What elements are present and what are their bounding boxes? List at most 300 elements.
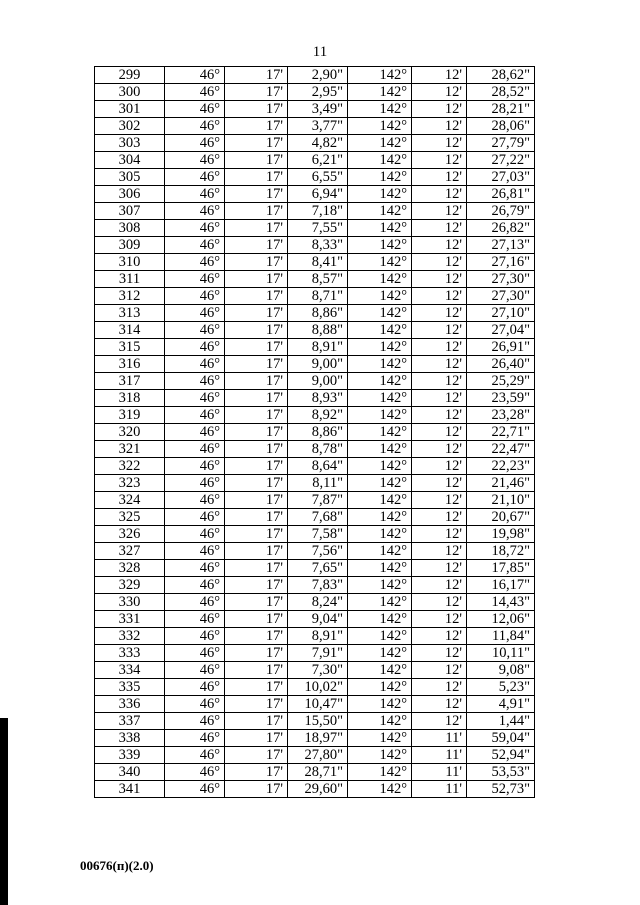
table-row [95, 662, 535, 679]
cell-lon-degrees: 142° [348, 679, 412, 696]
cell-lon-degrees: 142° [348, 271, 412, 288]
cell-lon-degrees: 142° [348, 577, 412, 594]
cell-lat-seconds: 27,80" [288, 747, 348, 764]
cell-point-number: 335 [95, 679, 165, 696]
cell-lon-seconds: 27,16" [467, 254, 535, 271]
cell-lon-seconds: 23,59" [467, 390, 535, 407]
cell-lon-seconds: 52,73" [467, 781, 535, 798]
cell-point-number: 303 [95, 135, 165, 152]
cell-lat-minutes: 17' [225, 526, 288, 543]
table-row [95, 322, 535, 339]
cell-lat-seconds: 2,95" [288, 84, 348, 101]
cell-lat-minutes: 17' [225, 288, 288, 305]
cell-lon-seconds: 25,29" [467, 373, 535, 390]
cell-lat-minutes: 17' [225, 305, 288, 322]
cell-lon-degrees: 142° [348, 101, 412, 118]
cell-lon-degrees: 142° [348, 237, 412, 254]
table-row [95, 101, 535, 118]
cell-lon-degrees: 142° [348, 288, 412, 305]
cell-lon-degrees: 142° [348, 594, 412, 611]
cell-lon-degrees: 142° [348, 560, 412, 577]
cell-lon-seconds: 11,84" [467, 628, 535, 645]
cell-lat-degrees: 46° [165, 730, 225, 747]
cell-lon-minutes: 12' [412, 628, 467, 645]
cell-lat-minutes: 17' [225, 407, 288, 424]
cell-lat-minutes: 17' [225, 543, 288, 560]
cell-lat-degrees: 46° [165, 628, 225, 645]
cell-lat-minutes: 17' [225, 645, 288, 662]
table-row [95, 679, 535, 696]
cell-lat-minutes: 17' [225, 713, 288, 730]
cell-lat-minutes: 17' [225, 169, 288, 186]
cell-lat-seconds: 7,56" [288, 543, 348, 560]
table-row [95, 424, 535, 441]
cell-lat-minutes: 17' [225, 730, 288, 747]
cell-lon-minutes: 12' [412, 135, 467, 152]
cell-lat-minutes: 17' [225, 271, 288, 288]
cell-lat-minutes: 17' [225, 203, 288, 220]
cell-point-number: 327 [95, 543, 165, 560]
cell-lat-degrees: 46° [165, 577, 225, 594]
cell-lat-seconds: 9,00" [288, 356, 348, 373]
table-row [95, 509, 535, 526]
cell-lat-seconds: 7,18" [288, 203, 348, 220]
cell-point-number: 300 [95, 84, 165, 101]
cell-lat-minutes: 17' [225, 764, 288, 781]
cell-lat-seconds: 8,78" [288, 441, 348, 458]
cell-point-number: 328 [95, 560, 165, 577]
cell-lat-seconds: 8,57" [288, 271, 348, 288]
cell-lat-minutes: 17' [225, 679, 288, 696]
cell-lon-seconds: 26,91" [467, 339, 535, 356]
cell-lon-minutes: 12' [412, 679, 467, 696]
cell-point-number: 332 [95, 628, 165, 645]
cell-lat-seconds: 3,77" [288, 118, 348, 135]
cell-lat-degrees: 46° [165, 679, 225, 696]
cell-lat-minutes: 17' [225, 135, 288, 152]
cell-lon-degrees: 142° [348, 373, 412, 390]
cell-lat-minutes: 17' [225, 628, 288, 645]
cell-lon-minutes: 12' [412, 577, 467, 594]
cell-lat-degrees: 46° [165, 271, 225, 288]
cell-lat-degrees: 46° [165, 220, 225, 237]
table-row [95, 645, 535, 662]
cell-lon-degrees: 142° [348, 186, 412, 203]
table-row [95, 628, 535, 645]
cell-lat-degrees: 46° [165, 662, 225, 679]
cell-lon-minutes: 12' [412, 339, 467, 356]
cell-lon-degrees: 142° [348, 611, 412, 628]
cell-lat-seconds: 8,91" [288, 339, 348, 356]
cell-point-number: 319 [95, 407, 165, 424]
cell-lat-seconds: 10,02" [288, 679, 348, 696]
cell-lat-degrees: 46° [165, 458, 225, 475]
cell-lat-minutes: 17' [225, 662, 288, 679]
cell-lat-degrees: 46° [165, 526, 225, 543]
cell-point-number: 320 [95, 424, 165, 441]
table-row [95, 696, 535, 713]
cell-lon-seconds: 1,44" [467, 713, 535, 730]
cell-lat-degrees: 46° [165, 611, 225, 628]
cell-lat-degrees: 46° [165, 594, 225, 611]
cell-lat-seconds: 6,21" [288, 152, 348, 169]
cell-lat-seconds: 9,00" [288, 373, 348, 390]
cell-lon-seconds: 20,67" [467, 509, 535, 526]
cell-lon-seconds: 28,52" [467, 84, 535, 101]
cell-lat-degrees: 46° [165, 407, 225, 424]
cell-lat-seconds: 7,65" [288, 560, 348, 577]
cell-point-number: 305 [95, 169, 165, 186]
cell-lat-degrees: 46° [165, 152, 225, 169]
cell-point-number: 341 [95, 781, 165, 798]
cell-lon-degrees: 142° [348, 713, 412, 730]
cell-lon-seconds: 19,98" [467, 526, 535, 543]
table-row [95, 237, 535, 254]
cell-point-number: 323 [95, 475, 165, 492]
cell-lat-degrees: 46° [165, 135, 225, 152]
cell-lon-degrees: 142° [348, 84, 412, 101]
cell-lat-minutes: 17' [225, 254, 288, 271]
cell-lon-minutes: 11' [412, 764, 467, 781]
cell-lon-seconds: 27,22" [467, 152, 535, 169]
cell-lat-seconds: 15,50" [288, 713, 348, 730]
cell-point-number: 338 [95, 730, 165, 747]
cell-lat-seconds: 29,60" [288, 781, 348, 798]
table-row [95, 407, 535, 424]
cell-lon-degrees: 142° [348, 390, 412, 407]
cell-lon-minutes: 12' [412, 84, 467, 101]
cell-lat-seconds: 8,11" [288, 475, 348, 492]
cell-lat-seconds: 10,47" [288, 696, 348, 713]
table-row [95, 492, 535, 509]
table-row [95, 543, 535, 560]
table-row [95, 271, 535, 288]
cell-point-number: 339 [95, 747, 165, 764]
cell-lon-degrees: 142° [348, 169, 412, 186]
cell-lat-minutes: 17' [225, 747, 288, 764]
cell-lat-seconds: 8,93" [288, 390, 348, 407]
table-row [95, 441, 535, 458]
cell-point-number: 306 [95, 186, 165, 203]
cell-lat-degrees: 46° [165, 424, 225, 441]
table-row [95, 458, 535, 475]
cell-lon-minutes: 12' [412, 322, 467, 339]
cell-lon-minutes: 12' [412, 118, 467, 135]
cell-lat-seconds: 8,86" [288, 305, 348, 322]
cell-lat-minutes: 17' [225, 373, 288, 390]
cell-lat-degrees: 46° [165, 441, 225, 458]
cell-point-number: 336 [95, 696, 165, 713]
cell-lon-minutes: 12' [412, 662, 467, 679]
cell-lat-minutes: 17' [225, 152, 288, 169]
table-row [95, 169, 535, 186]
cell-lon-seconds: 27,03" [467, 169, 535, 186]
cell-lon-degrees: 142° [348, 526, 412, 543]
cell-lon-minutes: 12' [412, 458, 467, 475]
cell-lat-degrees: 46° [165, 492, 225, 509]
cell-lat-seconds: 7,87" [288, 492, 348, 509]
cell-lat-seconds: 7,30" [288, 662, 348, 679]
cell-point-number: 317 [95, 373, 165, 390]
cell-lon-degrees: 142° [348, 492, 412, 509]
cell-lat-seconds: 28,71" [288, 764, 348, 781]
cell-lat-seconds: 8,86" [288, 424, 348, 441]
page-number: 11 [312, 44, 328, 60]
cell-lon-minutes: 12' [412, 424, 467, 441]
cell-lat-minutes: 17' [225, 339, 288, 356]
cell-lon-seconds: 12,06" [467, 611, 535, 628]
table-row [95, 356, 535, 373]
cell-lon-minutes: 11' [412, 730, 467, 747]
cell-lon-minutes: 12' [412, 152, 467, 169]
cell-point-number: 312 [95, 288, 165, 305]
cell-lon-minutes: 12' [412, 696, 467, 713]
cell-lat-seconds: 7,83" [288, 577, 348, 594]
document-code: 00676(п)(2.0) [80, 858, 154, 873]
table-row [95, 288, 535, 305]
cell-lon-seconds: 26,79" [467, 203, 535, 220]
cell-lat-seconds: 8,64" [288, 458, 348, 475]
cell-lat-seconds: 7,55" [288, 220, 348, 237]
cell-point-number: 307 [95, 203, 165, 220]
cell-lon-degrees: 142° [348, 781, 412, 798]
cell-lon-degrees: 142° [348, 135, 412, 152]
cell-lon-degrees: 142° [348, 662, 412, 679]
cell-lon-minutes: 12' [412, 560, 467, 577]
cell-point-number: 325 [95, 509, 165, 526]
cell-lon-degrees: 142° [348, 424, 412, 441]
cell-lat-minutes: 17' [225, 390, 288, 407]
cell-lat-seconds: 3,49" [288, 101, 348, 118]
cell-point-number: 334 [95, 662, 165, 679]
table-row [95, 390, 535, 407]
cell-lon-minutes: 12' [412, 492, 467, 509]
cell-lat-minutes: 17' [225, 611, 288, 628]
cell-lat-minutes: 17' [225, 220, 288, 237]
cell-point-number: 310 [95, 254, 165, 271]
cell-lat-minutes: 17' [225, 84, 288, 101]
cell-lon-minutes: 12' [412, 645, 467, 662]
cell-lon-degrees: 142° [348, 339, 412, 356]
cell-lon-seconds: 14,43" [467, 594, 535, 611]
cell-point-number: 313 [95, 305, 165, 322]
cell-lat-degrees: 46° [165, 67, 225, 84]
cell-lat-degrees: 46° [165, 339, 225, 356]
cell-lon-seconds: 53,53" [467, 764, 535, 781]
cell-lon-degrees: 142° [348, 322, 412, 339]
cell-lat-degrees: 46° [165, 186, 225, 203]
cell-lat-degrees: 46° [165, 373, 225, 390]
table-row [95, 203, 535, 220]
cell-lat-minutes: 17' [225, 118, 288, 135]
cell-lat-degrees: 46° [165, 781, 225, 798]
cell-point-number: 315 [95, 339, 165, 356]
cell-lon-seconds: 27,13" [467, 237, 535, 254]
cell-lon-minutes: 12' [412, 101, 467, 118]
cell-lat-degrees: 46° [165, 254, 225, 271]
cell-lat-minutes: 17' [225, 594, 288, 611]
table-row [95, 747, 535, 764]
cell-point-number: 302 [95, 118, 165, 135]
cell-lat-minutes: 17' [225, 475, 288, 492]
cell-lat-degrees: 46° [165, 356, 225, 373]
cell-lat-seconds: 6,94" [288, 186, 348, 203]
cell-lat-minutes: 17' [225, 101, 288, 118]
cell-point-number: 322 [95, 458, 165, 475]
cell-lon-seconds: 27,10" [467, 305, 535, 322]
cell-point-number: 340 [95, 764, 165, 781]
cell-point-number: 331 [95, 611, 165, 628]
cell-lat-minutes: 17' [225, 322, 288, 339]
table-row [95, 305, 535, 322]
cell-lon-minutes: 12' [412, 713, 467, 730]
cell-lat-degrees: 46° [165, 560, 225, 577]
cell-lat-minutes: 17' [225, 424, 288, 441]
cell-lon-degrees: 142° [348, 764, 412, 781]
cell-lon-minutes: 12' [412, 373, 467, 390]
cell-lon-degrees: 142° [348, 458, 412, 475]
cell-lat-degrees: 46° [165, 169, 225, 186]
table-row [95, 730, 535, 747]
cell-lat-minutes: 17' [225, 781, 288, 798]
cell-lat-seconds: 7,68" [288, 509, 348, 526]
table-row [95, 560, 535, 577]
cell-lon-degrees: 142° [348, 152, 412, 169]
cell-lon-degrees: 142° [348, 696, 412, 713]
cell-lon-seconds: 52,94" [467, 747, 535, 764]
cell-lat-seconds: 7,58" [288, 526, 348, 543]
cell-lon-degrees: 142° [348, 543, 412, 560]
cell-lon-minutes: 12' [412, 169, 467, 186]
coordinates-table [94, 66, 535, 798]
table-row [95, 254, 535, 271]
table-row [95, 577, 535, 594]
cell-point-number: 299 [95, 67, 165, 84]
table-row [95, 713, 535, 730]
cell-lat-degrees: 46° [165, 84, 225, 101]
cell-point-number: 337 [95, 713, 165, 730]
cell-lon-minutes: 12' [412, 475, 467, 492]
table-row [95, 135, 535, 152]
cell-lon-minutes: 12' [412, 271, 467, 288]
cell-lon-seconds: 27,79" [467, 135, 535, 152]
cell-lon-minutes: 12' [412, 441, 467, 458]
cell-lon-minutes: 12' [412, 509, 467, 526]
table-row [95, 84, 535, 101]
cell-lon-seconds: 22,47" [467, 441, 535, 458]
cell-lon-minutes: 11' [412, 747, 467, 764]
cell-lon-degrees: 142° [348, 356, 412, 373]
cell-lon-degrees: 142° [348, 220, 412, 237]
table-row [95, 67, 535, 84]
cell-lat-degrees: 46° [165, 203, 225, 220]
cell-point-number: 308 [95, 220, 165, 237]
cell-lat-degrees: 46° [165, 645, 225, 662]
cell-point-number: 314 [95, 322, 165, 339]
cell-lon-degrees: 142° [348, 407, 412, 424]
cell-lat-minutes: 17' [225, 237, 288, 254]
cell-lon-seconds: 59,04" [467, 730, 535, 747]
cell-lat-degrees: 46° [165, 475, 225, 492]
cell-lat-degrees: 46° [165, 390, 225, 407]
cell-lon-seconds: 9,08" [467, 662, 535, 679]
cell-lon-degrees: 142° [348, 747, 412, 764]
cell-lat-minutes: 17' [225, 560, 288, 577]
cell-lat-degrees: 46° [165, 288, 225, 305]
cell-lon-seconds: 26,81" [467, 186, 535, 203]
table-row [95, 781, 535, 798]
cell-lon-seconds: 27,04" [467, 322, 535, 339]
cell-lon-seconds: 28,62" [467, 67, 535, 84]
table-row [95, 339, 535, 356]
cell-lon-minutes: 12' [412, 288, 467, 305]
cell-lon-degrees: 142° [348, 509, 412, 526]
cell-lon-minutes: 12' [412, 390, 467, 407]
cell-lat-degrees: 46° [165, 101, 225, 118]
cell-lat-degrees: 46° [165, 118, 225, 135]
cell-lat-seconds: 9,04" [288, 611, 348, 628]
table-row [95, 526, 535, 543]
cell-lon-minutes: 12' [412, 526, 467, 543]
cell-lon-minutes: 12' [412, 305, 467, 322]
cell-lon-seconds: 27,30" [467, 288, 535, 305]
cell-point-number: 326 [95, 526, 165, 543]
cell-lat-minutes: 17' [225, 509, 288, 526]
cell-lon-seconds: 22,71" [467, 424, 535, 441]
cell-lat-degrees: 46° [165, 764, 225, 781]
cell-lat-seconds: 8,92" [288, 407, 348, 424]
cell-lon-seconds: 26,40" [467, 356, 535, 373]
table-row [95, 764, 535, 781]
cell-lat-seconds: 6,55" [288, 169, 348, 186]
cell-lon-seconds: 22,23" [467, 458, 535, 475]
cell-lat-seconds: 8,88" [288, 322, 348, 339]
cell-point-number: 318 [95, 390, 165, 407]
cell-point-number: 309 [95, 237, 165, 254]
cell-point-number: 329 [95, 577, 165, 594]
cell-lon-degrees: 142° [348, 475, 412, 492]
cell-point-number: 304 [95, 152, 165, 169]
cell-lon-degrees: 142° [348, 628, 412, 645]
cell-lon-minutes: 12' [412, 594, 467, 611]
cell-lon-minutes: 12' [412, 543, 467, 560]
cell-lon-degrees: 142° [348, 730, 412, 747]
cell-lon-minutes: 12' [412, 67, 467, 84]
cell-lat-minutes: 17' [225, 186, 288, 203]
cell-lon-degrees: 142° [348, 305, 412, 322]
cell-lon-seconds: 21,46" [467, 475, 535, 492]
cell-lon-minutes: 12' [412, 611, 467, 628]
cell-lat-seconds: 8,71" [288, 288, 348, 305]
cell-lon-seconds: 18,72" [467, 543, 535, 560]
cell-lon-minutes: 12' [412, 203, 467, 220]
scan-edge-mark [0, 718, 8, 905]
cell-lon-minutes: 12' [412, 254, 467, 271]
cell-lat-degrees: 46° [165, 237, 225, 254]
cell-lat-minutes: 17' [225, 458, 288, 475]
cell-lat-degrees: 46° [165, 747, 225, 764]
cell-lat-seconds: 8,41" [288, 254, 348, 271]
cell-lon-seconds: 28,06" [467, 118, 535, 135]
cell-lat-minutes: 17' [225, 441, 288, 458]
cell-lat-degrees: 46° [165, 509, 225, 526]
cell-lat-seconds: 18,97" [288, 730, 348, 747]
cell-lon-minutes: 12' [412, 186, 467, 203]
cell-lon-seconds: 26,82" [467, 220, 535, 237]
cell-lon-degrees: 142° [348, 67, 412, 84]
cell-lon-seconds: 23,28" [467, 407, 535, 424]
cell-lon-seconds: 21,10" [467, 492, 535, 509]
